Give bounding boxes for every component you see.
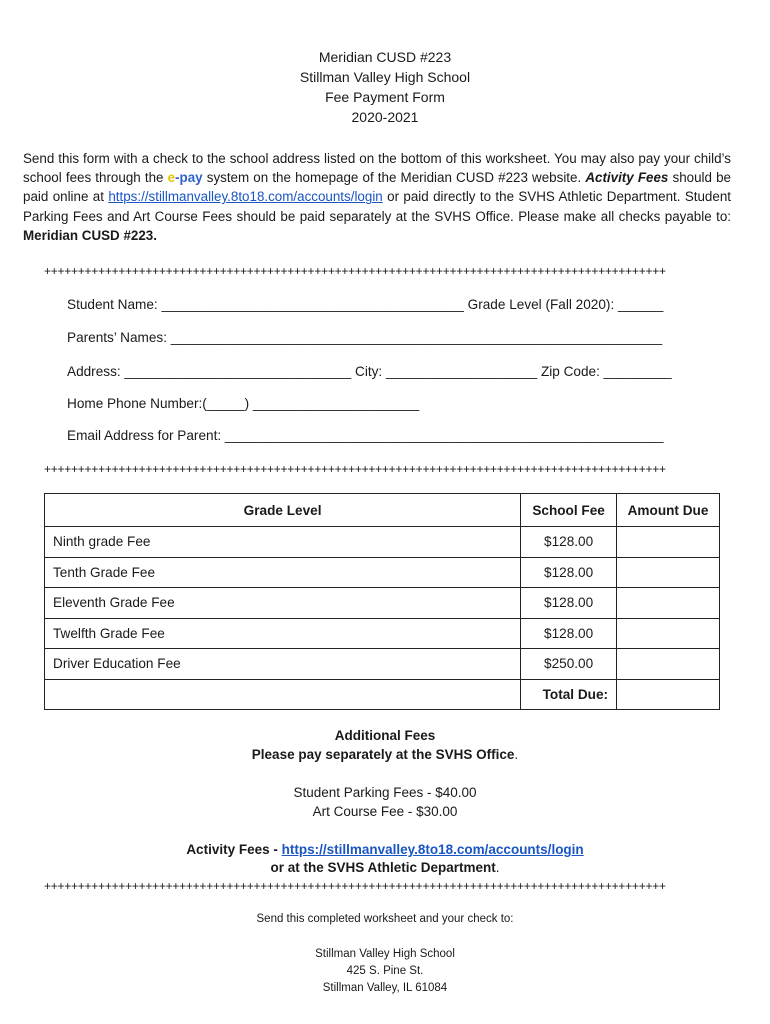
activity-fees-link[interactable]: https://stillmanvalley.8to18.com/accounts/login — [108, 189, 383, 205]
intro-text-4: or paid directly to the SVHS Athletic Department. Student Parking Fees and Art Course Fees should be paid separately at the SVHS Office. Please make all checks payable to: — [23, 189, 731, 224]
school-address-street: 425 S. Pine St. — [346, 965, 424, 977]
address-field[interactable]: Address: ______________________________ City: ____________________ Zip Code: _________ — [67, 364, 672, 379]
total-due-label: Total Due: — [521, 679, 617, 710]
fee-cell: $128.00 — [521, 588, 617, 619]
activity-fees-emphasis: Activity Fees — [585, 170, 669, 186]
school-address-name: Stillman Valley High School — [315, 948, 455, 960]
table-row — [45, 618, 720, 649]
table-row — [45, 557, 720, 588]
athletic-department-line: or at the SVHS Athletic Department. — [270, 860, 500, 875]
school-name: Stillman Valley High School — [299, 69, 471, 85]
table-row — [45, 588, 720, 619]
activity-fees-line: Activity Fees - https://stillmanvalley.8to18.com/accounts/login — [186, 842, 584, 857]
empty-cell — [45, 679, 521, 710]
amount-due-cell[interactable] — [617, 649, 720, 680]
school-year: 2020-2021 — [351, 109, 419, 125]
amount-due-cell[interactable] — [617, 527, 720, 558]
amount-due-header: Amount Due — [617, 494, 720, 527]
send-to-note: Send this completed worksheet and your check to: — [256, 913, 514, 925]
fee-cell: $128.00 — [521, 527, 617, 558]
table-row — [45, 649, 720, 680]
activity-fees-link[interactable]: https://stillmanvalley.8to18.com/accounts/login — [281, 842, 584, 857]
intro-text-1: Send this form with a check to the school address listed on the bottom of this worksheet. You may also pay your child’s school fees through the — [23, 151, 731, 186]
amount-due-cell[interactable] — [617, 557, 720, 588]
additional-fees-title: Additional Fees — [334, 728, 436, 743]
separator-line: ++++++++++++++++++++++++++++++++++++++++++++++++++++++++++++++++++++++++++++++++++++++++++++ — [44, 264, 666, 278]
grade-cell: Driver Education Fee — [45, 649, 521, 680]
grade-level-header: Grade Level — [45, 494, 521, 527]
school-fee-header: School Fee — [521, 494, 617, 527]
epay-label: e-pay — [167, 170, 203, 186]
fee-cell: $128.00 — [521, 618, 617, 649]
total-row — [45, 679, 720, 710]
fee-cell: $250.00 — [521, 649, 617, 680]
grade-cell: Twelfth Grade Fee — [45, 618, 521, 649]
student-name-field[interactable]: Student Name: ________________________________________ Grade Level (Fall 2020): ______ — [67, 297, 664, 312]
payee-name: Meridian CUSD #223. — [23, 227, 157, 243]
table-header-row — [45, 494, 720, 527]
grade-cell: Tenth Grade Fee — [45, 557, 521, 588]
table-row — [45, 527, 720, 558]
intro-text-2: system on the homepage of the Meridian CUSD #223 website. — [202, 170, 586, 186]
school-address-city: Stillman Valley, IL 61084 — [322, 982, 448, 994]
total-due-cell[interactable] — [617, 679, 720, 710]
parking-fee: Student Parking Fees - $40.00 — [293, 785, 477, 800]
grade-cell: Eleventh Grade Fee — [45, 588, 521, 619]
parents-names-field[interactable]: Parents’ Names: _________________________________________________________________ — [67, 330, 663, 345]
grade-cell: Ninth grade Fee — [45, 527, 521, 558]
fee-cell: $128.00 — [521, 557, 617, 588]
separator-line: ++++++++++++++++++++++++++++++++++++++++++++++++++++++++++++++++++++++++++++++++++++++++++++ — [44, 462, 666, 476]
amount-due-cell[interactable] — [617, 588, 720, 619]
fee-table — [44, 493, 720, 710]
intro-paragraph — [23, 149, 731, 245]
form-title: Fee Payment Form — [325, 89, 445, 105]
separator-line: ++++++++++++++++++++++++++++++++++++++++++++++++++++++++++++++++++++++++++++++++++++++++++++ — [44, 879, 666, 893]
art-course-fee: Art Course Fee - $30.00 — [312, 804, 458, 819]
form-header — [0, 47, 770, 127]
pay-separately-note: Please pay separately at the SVHS Office. — [251, 747, 519, 762]
district-name: Meridian CUSD #223 — [318, 49, 452, 65]
amount-due-cell[interactable] — [617, 618, 720, 649]
email-field[interactable]: Email Address for Parent: __________________________________________________________ — [67, 428, 664, 443]
intro-text-3: should be paid online at — [23, 170, 731, 205]
home-phone-field[interactable]: Home Phone Number:(_____) ______________________ — [67, 396, 420, 411]
